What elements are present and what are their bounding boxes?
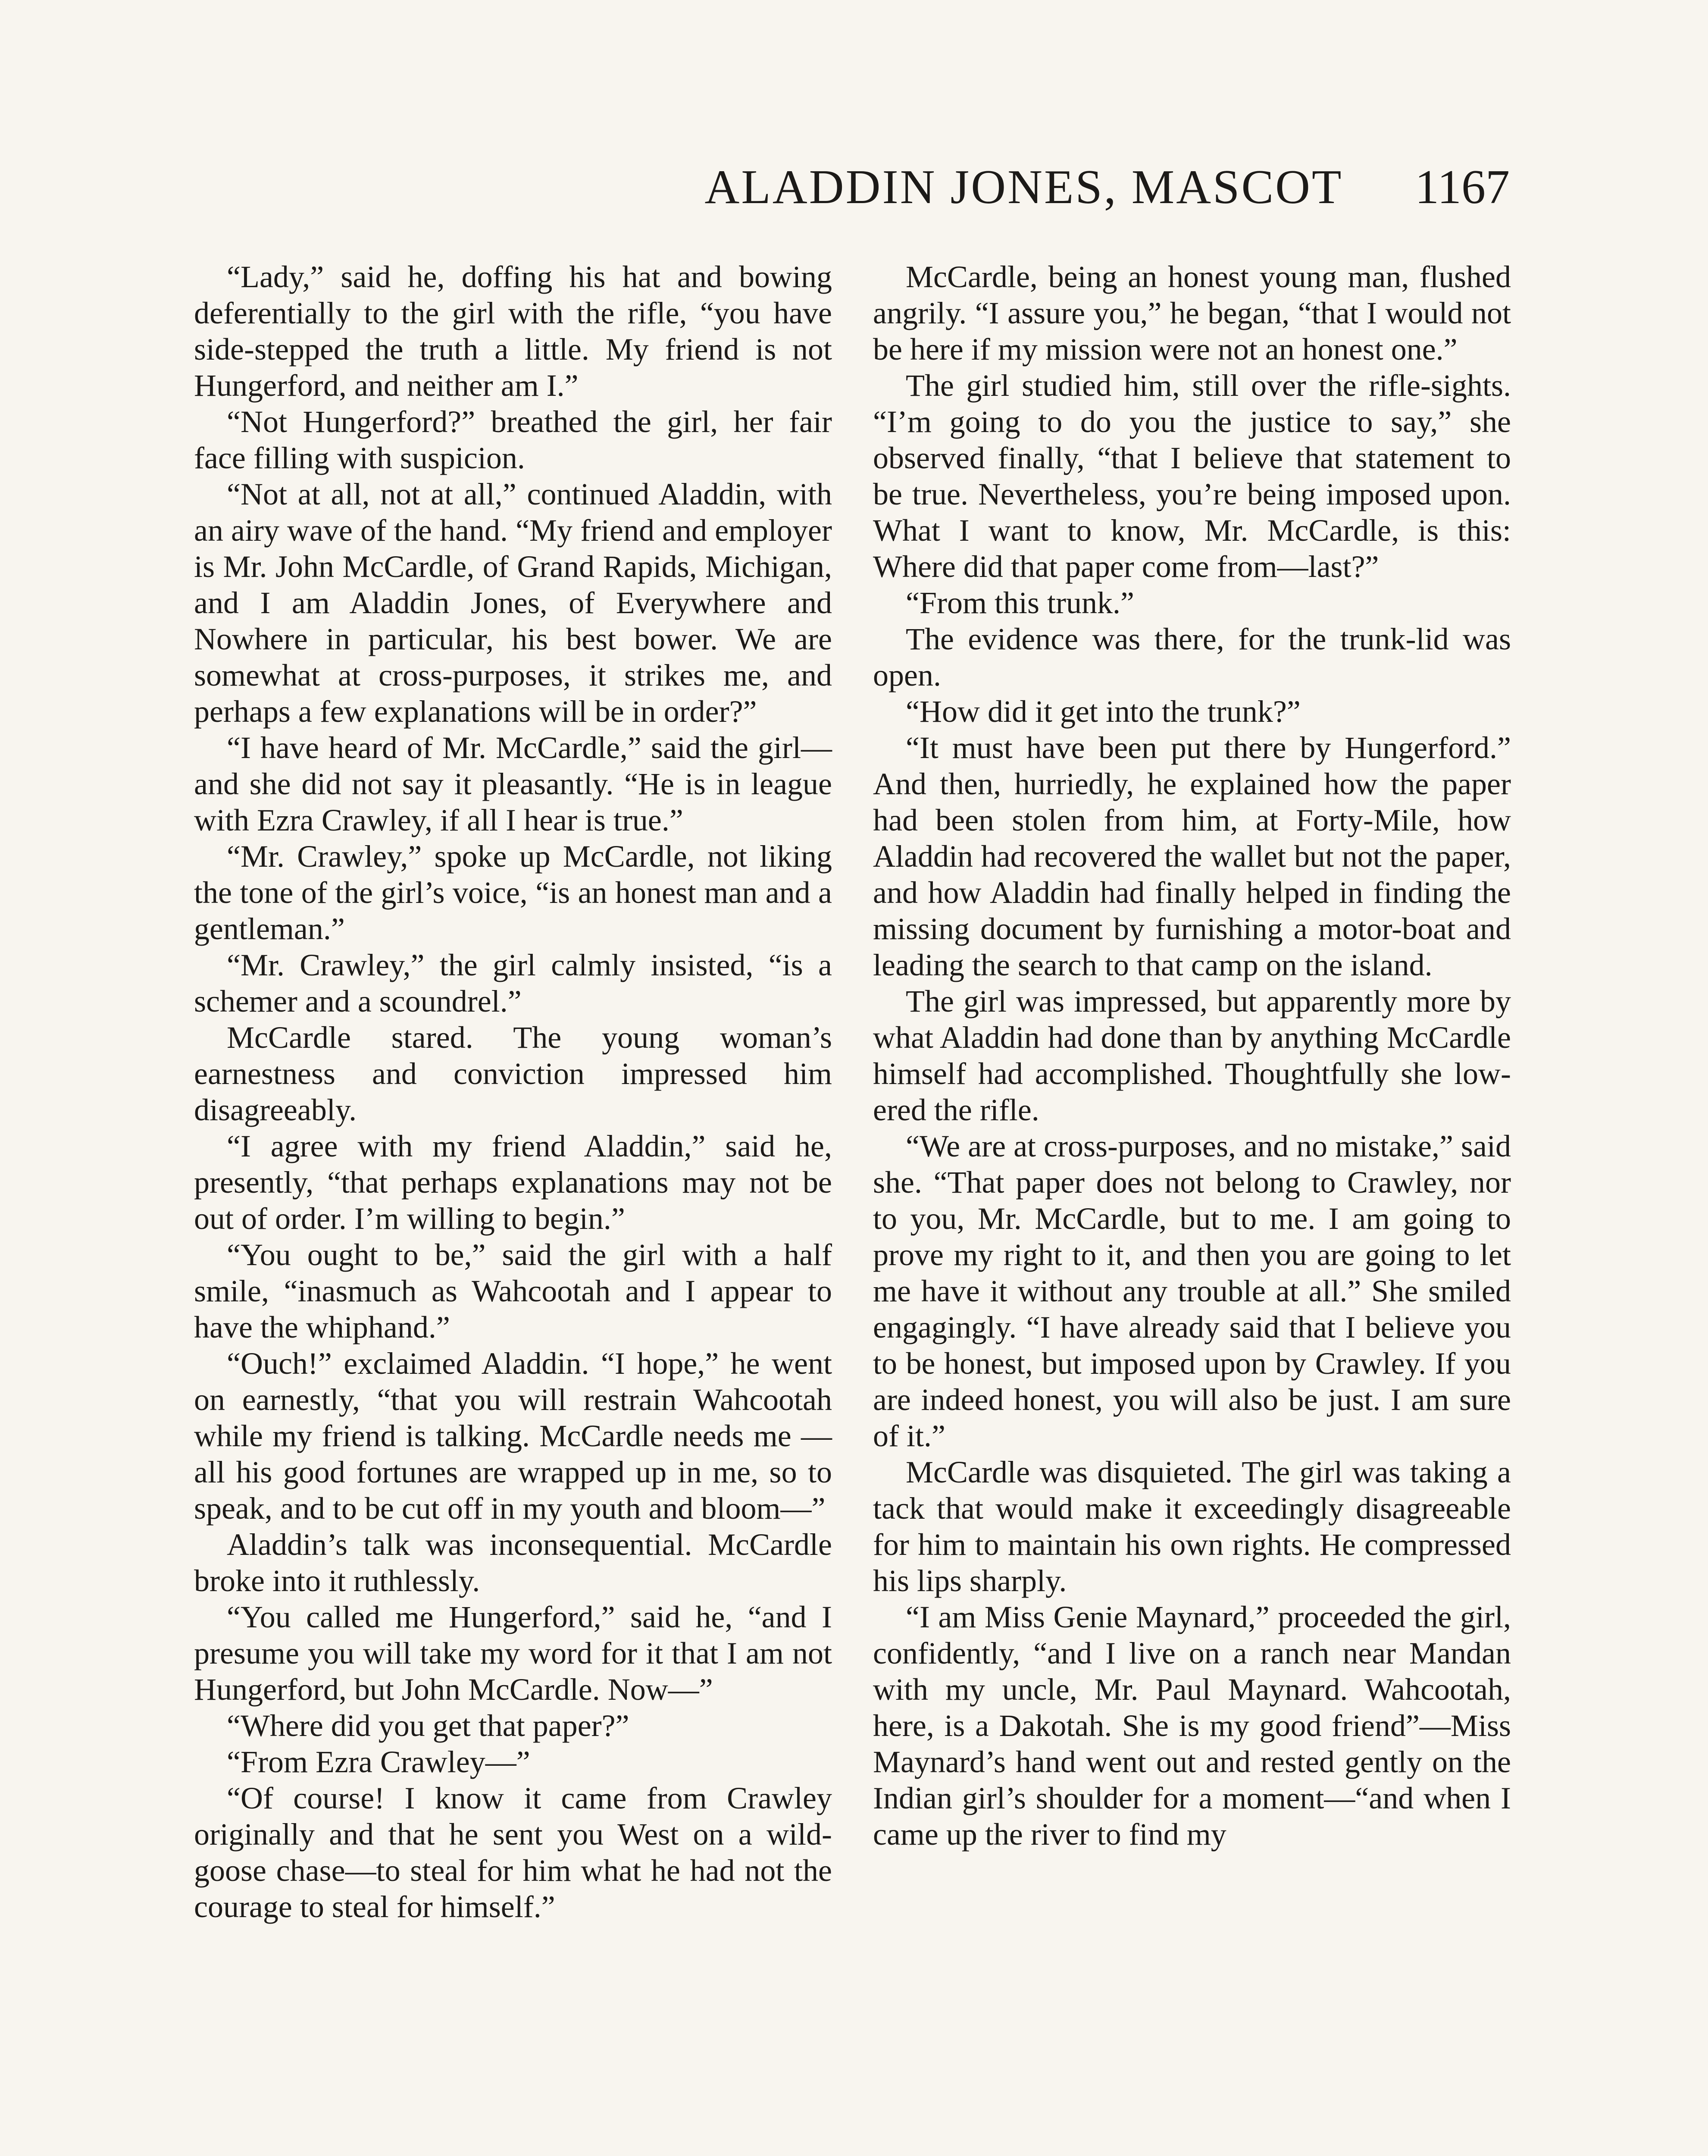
paragraph: “Where did you get that paper?” bbox=[227, 1708, 629, 1743]
running-header: ALADDIN JONES, MASCOT bbox=[704, 160, 1343, 214]
paragraph: McCardle stared. The young woman’s earnestness and conviction impressed him disagreeably. bbox=[194, 1020, 832, 1127]
paragraph: “I am Miss Genie Maynard,” proceeded the girl, confidently, “and I live on a ranch near Mandan with my uncle, Mr. Paul Maynard. Wahcootah, here, is a Dakotah. She is my good friend”—Miss Maynard’s hand went out and rested gently on the Indian girl’s shoulder for a moment—“and when I came up the river to find my bbox=[873, 1600, 1511, 1852]
page-number: 1167 bbox=[1415, 160, 1510, 214]
paragraph: “You called me Hungerford,” said he, “and I presume you will take my word for it that I am not Hungerford, but John McCardle. Now—” bbox=[194, 1600, 832, 1707]
paragraph: “Mr. Crawley,” spoke up McCardle, not liking the tone of the girl’s voice, “is an honest man and a gentleman.” bbox=[194, 839, 832, 946]
paragraph: The girl studied him, still over the rifle-sights. “I’m going to do you the justice to say,” she observed finally, “that I believe that statement to be true. Nevertheless, you’re being imposed upon. What I want to know, Mr. McCardle, is this: Where did that paper come from—last?” bbox=[873, 368, 1511, 584]
paragraph: “We are at cross-purposes, and no mistake,” said she. “That paper does not belong to Crawley, nor to you, Mr. McCardle, but to me. I am going to prove my right to it, and then you are going to let me have it without any trouble at all.” She smiled engagingly. “I have already said that I believe you to be honest, but imposed upon by Crawley. If you are indeed honest, you will also be just. I am sure of it.” bbox=[873, 1129, 1511, 1453]
paragraph: The evidence was there, for the trunk-lid was open. bbox=[873, 622, 1511, 693]
paragraph: “Mr. Crawley,” the girl calmly insisted, “is a schemer and a scoundrel.” bbox=[194, 948, 832, 1018]
paragraph: “Of course! I know it came from Crawley originally and that he sent you West on a wild-goose chase—to steal for him what he had not the courage to steal for himself.” bbox=[194, 1781, 832, 1924]
paragraph: “Lady,” said he, doffing his hat and bowing deferentially to the girl with the rifle, “you have side-stepped the truth a little. My friend is not Hungerford, and neither am I.” bbox=[194, 260, 832, 403]
paragraph: “You ought to be,” said the girl with a half smile, “inasmuch as Wahcootah and I appear to have the whiphand.” bbox=[194, 1238, 832, 1344]
paragraph: “Not Hungerford?” breathed the girl, her fair face filling with suspicion. bbox=[194, 404, 832, 475]
paragraph: “I have heard of Mr. McCardle,” said the girl—and she did not say it pleasantly. “He is in league with Ezra Crawley, if all I hear is true.” bbox=[194, 730, 832, 837]
left-column bbox=[194, 259, 832, 1925]
paragraph: Aladdin’s talk was inconsequential. McCardle broke into it ruthlessly. bbox=[194, 1527, 832, 1598]
right-column bbox=[873, 259, 1511, 1852]
paragraph: “From Ezra Crawley—” bbox=[227, 1745, 530, 1779]
paragraph: “Ouch!” exclaimed Aladdin. “I hope,” he went on earnestly, “that you will restrain Wahcootah while my friend is talking. McCardle needs me —all his good fortunes are wrapped up in me, so to speak, and to be cut off in my youth and bloom—” bbox=[194, 1346, 832, 1526]
paragraph: “Not at all, not at all,” continued Aladdin, with an airy wave of the hand. “My friend and employer is Mr. John McCardle, of Grand Rapids, Michigan, and I am Aladdin Jones, of Everywhere and Nowhere in particular, his best bower. We are somewhat at cross-purposes, it strikes me, and perhaps a few explanations will be in order?” bbox=[194, 477, 832, 729]
paragraph: The girl was impressed, but apparently more by what Aladdin had done than by anything McCardle himself had accomplished. Thoughtfully she lowered the rifle. bbox=[873, 984, 1511, 1127]
paragraph: “I agree with my friend Aladdin,” said he, presently, “that perhaps explanations may not be out of order. I’m willing to begin.” bbox=[194, 1129, 832, 1236]
paragraph: McCardle was disquieted. The girl was taking a tack that would make it exceedingly disagreeable for him to maintain his own rights. He compressed his lips sharply. bbox=[873, 1455, 1511, 1598]
paragraph: “It must have been put there by Hungerford.” And then, hurriedly, he explained how the paper had been stolen from him, at Forty-Mile, how Aladdin had recovered the wallet but not the paper, and how Aladdin had finally helped in finding the missing document by furnishing a motor-boat and leading the search to that camp on the island. bbox=[873, 730, 1511, 982]
paragraph: “From this trunk.” bbox=[906, 586, 1134, 620]
paragraph: “How did it get into the trunk?” bbox=[906, 694, 1301, 729]
paragraph: McCardle, being an honest young man, flushed angrily. “I assure you,” he began, “that I would not be here if my mission were not an honest one.” bbox=[873, 260, 1511, 367]
